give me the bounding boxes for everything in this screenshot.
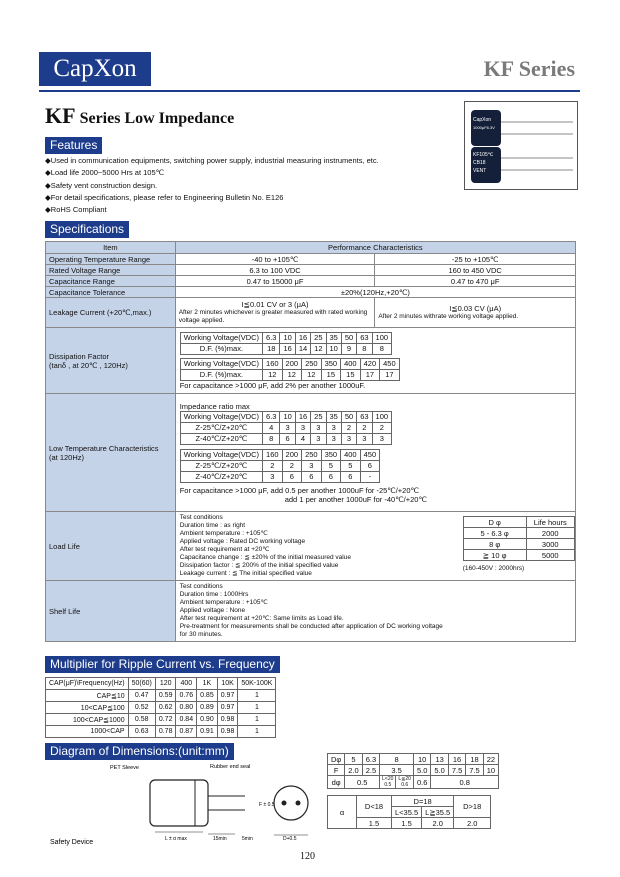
load-life-text: Test conditions Duration time : as right Ambient temperature : +105℃ Applied voltage : Rated DC working voltage After test requirement at +20℃ Capacitance change : ≦ ±20% of the initial measured value Dissipation factor : ≦ 200% of the initial specified value Leakage current : ≦ The initial specified value (179, 514, 351, 577)
label-15min: 15min (213, 836, 227, 842)
spec-value: 160 to 450 VDC (375, 265, 576, 276)
series-header: KF Series (483, 56, 575, 81)
spec-label: Rated Voltage Range (46, 265, 176, 276)
title-rest: Series Low Impedance (79, 110, 235, 127)
df-label-line: Dissipation Factor (49, 351, 110, 361)
spec-value: 6.3 to 100 VDC (175, 265, 375, 276)
spec-label: Leakage Current (+20℃,max.) (46, 298, 176, 328)
multiplier-heading: Multiplier for Ripple Current vs. Frequency (45, 656, 280, 673)
df-table-2: Working Voltage(VDC) 160 200 250 350 400 420 450 D.F. (%)max. 12 12 12 15 15 17 17 (180, 358, 400, 381)
page-number: 120 (300, 851, 315, 862)
alpha-table: α D<18 D=18 D>18 L<35.5 L≧35.5 1.5 1.5 2.0 2.0 (327, 795, 491, 829)
leakage-formula: I≦0.01 CV or 3 (μA) (241, 300, 309, 309)
capacitor-image (465, 102, 577, 189)
features-list (45, 155, 379, 216)
df-label-line: (tanδ , at 20℃ , 120Hz) (49, 360, 128, 370)
df-wv-label: Working Voltage(VDC) (180, 332, 262, 343)
label-5min: 5min (242, 836, 253, 842)
product-photo (464, 101, 578, 190)
spec-value: -40 to +105℃ (175, 254, 375, 265)
leakage-formula: I≦0.03 CV (μA) (449, 304, 502, 313)
header-rule (39, 90, 580, 92)
svg-text:CapXon: CapXon (473, 117, 492, 123)
label-rubber: Rubber end seal (210, 764, 251, 770)
label-length: L ± α max (165, 836, 187, 842)
df-wv-label: Working Voltage(VDC) (180, 358, 262, 369)
spec-label: Operating Temperature Range (46, 254, 176, 265)
df-label (46, 328, 176, 394)
spec-value: 0.47 to 15000 μF (175, 276, 375, 287)
lt-table-1: Working Voltage(VDC) 6.3 10 16 25 35 50 63 100 Z-25℃/Z+20℃ 4 3 3 3 3 2 2 2 Z-40℃/Z+20℃ 8 6 4 3 3 3 3 3 (180, 411, 392, 445)
features-heading: Features (45, 137, 102, 154)
lt-label-line: Low Temperature Characteristics (49, 443, 159, 453)
df-table-1: Working Voltage(VDC) 6.3 10 16 25 35 50 63 100 D.F. (%)max. 18 16 14 12 10 9 8 8 (180, 332, 392, 355)
svg-text:KF105℃: KF105℃ (473, 152, 494, 158)
label-d: D+0.5 (283, 836, 297, 842)
shelf-life-text: Test conditions Duration time : 1000Hrs Ambient temperature : +105℃ Applied voltage : None After test requirement at +20℃: Same limits as Load life. Pre-treatment for measurements shall be conducted after application of DC working voltage for 30 minutes. (179, 583, 443, 638)
feature-item: ◆ RoHS Compliant (45, 204, 379, 216)
spec-value: -25 to +105℃ (375, 254, 576, 265)
df-cell (175, 328, 575, 394)
dimension-table: Dφ 5 6.3 8 10 13 16 18 22 F 2.0 2.5 3.5 5.0 5.0 7.5 7.5 10 dφ 0.5 L<20 0.5 L≧20 0.6 0.6 0.8 (327, 753, 499, 789)
shelf-life-label: Shelf Life (46, 581, 176, 642)
spec-label: Capacitance Tolerance (46, 287, 176, 298)
load-life-cell (175, 512, 575, 581)
df-value-label: D.F. (%)max. (180, 343, 262, 354)
lt-note: For capacitance >1000 μF, add 0.5 per another 1000uF for -25℃/+20℃ (179, 485, 419, 495)
lt-table-2: Working Voltage(VDC) 160 200 250 350 400 450 Z-25℃/Z+20℃ 2 2 3 5 5 6 Z-40℃/Z+20℃ 3 6 6 6 6 - (180, 449, 380, 483)
lt-cell (175, 394, 575, 512)
spec-head-perf: Performance Characteristics (175, 242, 575, 254)
feature-item: ◆ Used in communication equipments, switching power supply, industrial measuring instruments, etc. (45, 155, 379, 167)
leakage-high (375, 298, 576, 328)
svg-text:CB18: CB18 (473, 160, 486, 166)
leakage-note: After 2 minutes withrate working voltage applied. (378, 313, 519, 320)
spec-value: ±20%(120Hz,+20℃) (175, 287, 575, 298)
lt-label (46, 394, 176, 512)
page-title (45, 103, 234, 129)
ripple-table: CAP(μF)\Frequency(Hz) 50(60) 120 400 1K 10K 50K-100K CAP≦10 0.47 0.59 0.76 0.85 0.97 1 10<CAP≦100 0.52 0.62 0.80 0.89 0.97 1 100<CAP≦1000 0.58 0.72 0.84 0.90 0.98 1 1000<CAP 0.63 0.78 0.87 0.91 0.98 1 (45, 677, 276, 738)
load-life-label: Load Life (46, 512, 176, 581)
spec-table (45, 241, 576, 642)
lt-label-line: (at 120Hz) (49, 452, 85, 462)
feature-item: ◆ Load life 2000~5000 Hrs at 105℃ (45, 167, 379, 179)
dimension-drawing (45, 760, 320, 850)
leakage-low (175, 298, 375, 328)
label-safety: Safety Device (50, 839, 94, 846)
lt-title: Impedance ratio max (179, 401, 250, 411)
shelf-life-cell (175, 581, 575, 642)
svg-text:1000μF6.3V: 1000μF6.3V (473, 125, 495, 130)
specifications-heading: Specifications (45, 221, 129, 238)
lt-note: add 1 per another 1000uF for -40℃/+20℃ (284, 494, 427, 504)
label-pet: PET Sleeve (110, 765, 139, 771)
feature-item: ◆ Safety vent construction design. (45, 180, 379, 192)
brand-logo: CapXon (39, 52, 151, 86)
leakage-note: After 2 minutes whichever is greater measured with rated working voltage applied. (178, 309, 368, 324)
feature-item: ◆ For detail specifications, please refer to Engineering Bulletin No. E126 (45, 192, 379, 204)
df-value-label: D.F. (%)max. (180, 369, 262, 380)
title-kf: KF (45, 103, 76, 128)
spec-head-item: Item (46, 242, 176, 254)
spec-value: 0.47 to 470 μF (375, 276, 576, 287)
life-table: D φ Life hours 5 - 6.3 φ 2000 8 φ 3000 ≧ 10 φ 5000 (463, 516, 575, 561)
diagram-heading: Diagram of Dimensions:(unit:mm) (45, 743, 234, 760)
label-f: F ± 0.5 (259, 802, 275, 808)
df-note: For capacitance >1000 μF, add 2% per another 1000uF. (179, 380, 366, 390)
life-note: (160-450V : 2000hrs) (462, 565, 525, 572)
spec-label: Capacitance Range (46, 276, 176, 287)
svg-text:VENT: VENT (473, 168, 487, 174)
